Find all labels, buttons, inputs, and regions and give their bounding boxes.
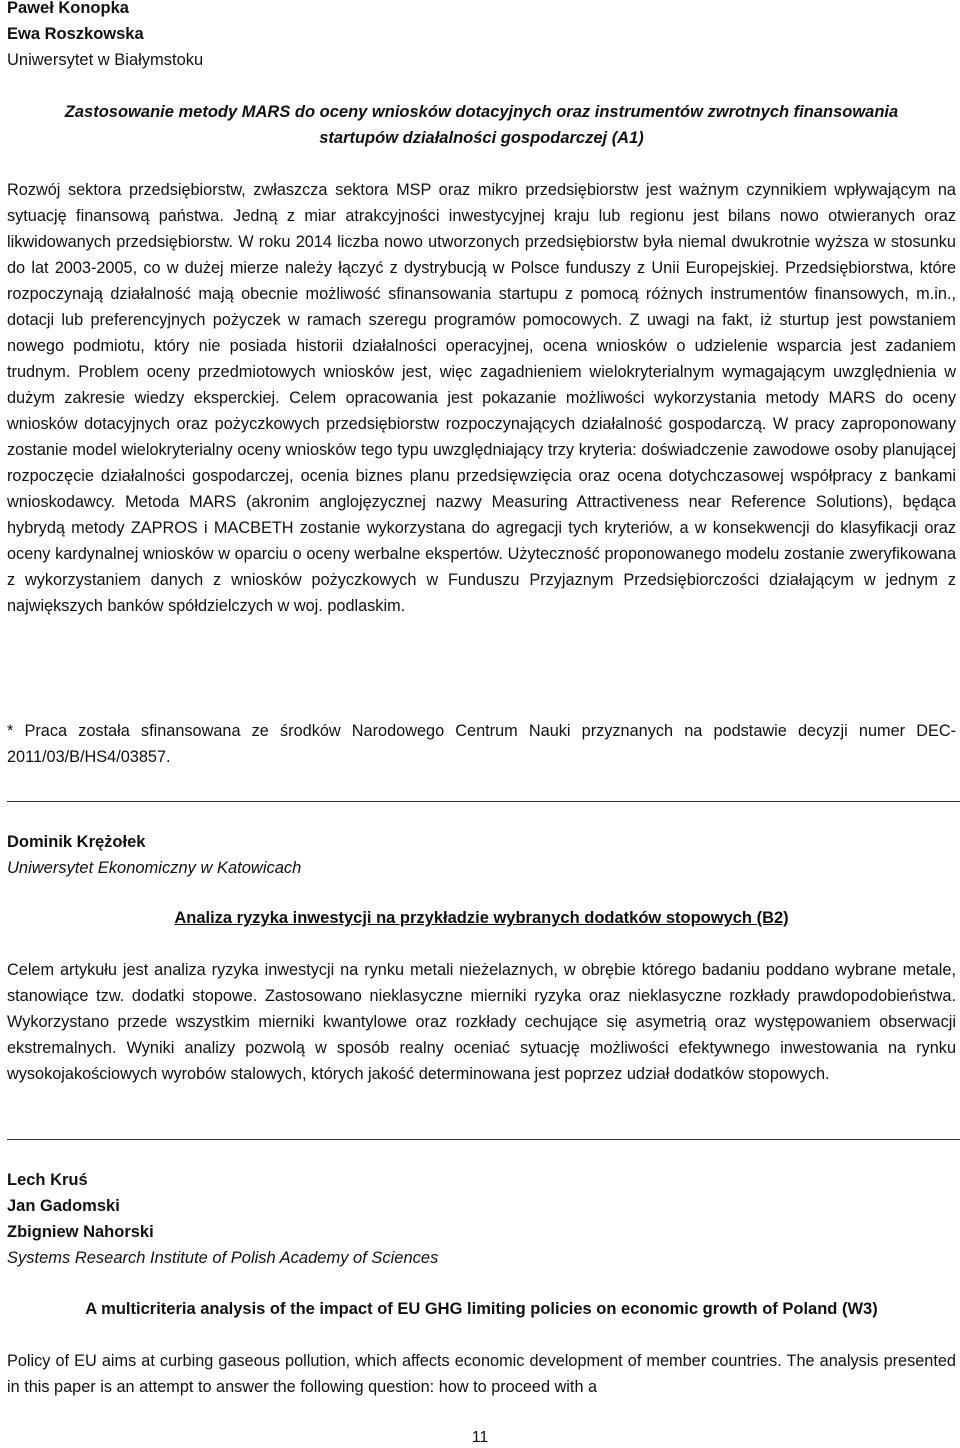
paper-title-a1 xyxy=(7,99,956,151)
author-name: Paweł Konopka xyxy=(7,0,129,17)
author-name: Dominik Krężołek xyxy=(7,833,146,851)
abstract-body-a1 xyxy=(7,177,956,619)
author-name: Zbigniew Nahorski xyxy=(7,1223,154,1241)
abstract-text: Celem artykułu jest analiza ryzyka inwestycji na rynku metali nieżelaznych, w obrębie którego badaniu poddano wybrane metale, stanowiące tzw. dodatki stopowe. Zastosowano nieklasyczne mierniki ryzyka oraz nieklasyczne rozkłady prawdopodobieństwa. Wykorzystano przede wszystkim mierniki kwantylowe oraz rozkłady cechujące się asymetrią oraz występowaniem obserwacji ekstremalnych. Wyniki analizy pozwolą w sposób realny oceniać sytuację możliwości efektywnego inwestowania na rynku wysokojakościowych wyrobów stalowych, których jakość determinowana jest poprzez udział dodatków stopowych. xyxy=(7,961,956,1083)
author-name: Jan Gadomski xyxy=(7,1197,120,1215)
page-number: 11 xyxy=(471,1429,489,1446)
abstract-body-b2 xyxy=(7,957,956,1087)
abstract-text: Policy of EU aims at curbing gaseous pollution, which affects economic development of member countries. The analysis presented in this paper is an attempt to answer the following question: how to proceed with a xyxy=(7,1352,956,1396)
abstract-section-b2 xyxy=(7,829,956,881)
paper-title-line: A multicriteria analysis of the impact of EU GHG limiting policies on economic growth of Poland (W3) xyxy=(85,1300,878,1318)
paper-title-line: Zastosowanie metody MARS do oceny wniosków dotacyjnych oraz instrumentów zwrotnych finansowania xyxy=(64,103,899,121)
section-divider xyxy=(7,1139,960,1140)
abstract-body-w3 xyxy=(7,1348,956,1400)
paper-title-line: startupów działalności gospodarczej (A1) xyxy=(319,129,644,147)
author-affiliation: Uniwersytet Ekonomiczny w Katowicach xyxy=(7,859,302,877)
paper-title-text: Analiza ryzyka inwestycji na przykładzie wybranych dodatków stopowych (B2) xyxy=(174,909,789,927)
abstract-text: Rozwój sektora przedsiębiorstw, zwłaszcza sektora MSP oraz mikro przedsiębiorstw jest ważnym czynnikiem wpływającym na sytuację finansową państwa. Jedną z miar atrakcyjności inwestycyjnej kraju lub regionu jest bilans nowo otwieranych oraz likwidowanych przedsiębiorstw. W roku 2014 liczba nowo utworzonych przedsiębiorstw była niemal dwukrotnie wyższa w stosunku do lat 2003-2005, co w dużej mierze należy łączyć z dystrybucją w Polsce funduszy z Unii Europejskiej. Przedsiębiorstwa, które rozpoczynają działalność mają obecnie możliwość sfinansowania startupu z pomocą różnych instrumentów finansowych, m.in., dotacji lub preferencyjnych pożyczek w ramach szeregu programów pomocowych. Z uwagi na fakt, iż sturtup jest powstaniem nowego podmiotu, który nie posiada historii działalności operacyjnej, ocena wniosków o udzielenie wsparcia jest zadaniem trudnym. Problem oceny przedmiotowych wniosków jest, więc zagadnieniem wielokryterialnym wymagającym uwzględnienia w dużym zakresie wiedzy eksperckiej. Celem opracowania jest pokazanie możliwości wykorzystania metody MARS do oceny wniosków dotacyjnych oraz pożyczkowych przedsiębiorstw rozpoczynających działalność gospodarczą. W pracy zaproponowany zostanie model wielokryterialny oceny wniosków tego typu uwzględniający trzy kryteria: doświadczenie zawodowe osoby planującej rozpoczęcie działalności gospodarczej, ocenia biznes planu przedsięwzięcia oraz ocena dotychczasowej współpracy z bankami wnioskodawcy. Metoda MARS (akronim anglojęzycznej nazwy Measuring Attractiveness near Reference Solutions), będąca hybrydą metody ZAPROS i MACBETH zostanie wykorzystana do agregacji tych kryteriów, a w konsekwencji do klasyfikacji oraz oceny kardynalnej wniosków w oparciu o oceny werbalne ekspertów. Użyteczność proponowanego modelu zostanie zweryfikowana z wykorzystaniem danych z wniosków pożyczkowych w Funduszu Przyjaznym Przedsiębiorczości działającym w jednym z największych banków spółdzielczych w woj. podlaskim. xyxy=(7,181,956,615)
abstract-section-a1 xyxy=(7,0,956,73)
author-name: Lech Kruś xyxy=(7,1171,88,1189)
paper-title-b2 xyxy=(7,905,956,931)
author-affiliation: Systems Research Institute of Polish Academy of Sciences xyxy=(7,1249,439,1267)
section-divider xyxy=(7,801,960,802)
funding-footnote xyxy=(7,718,956,770)
paper-title-w3 xyxy=(7,1296,956,1322)
author-affiliation: Uniwersytet w Białymstoku xyxy=(7,51,204,69)
footnote-text: * Praca została sfinansowana ze środków Narodowego Centrum Nauki przyznanych na podstawie decyzji numer DEC-2011/03/B/HS4/03857. xyxy=(7,722,956,766)
paper-title-line xyxy=(7,905,956,931)
abstract-section-w3 xyxy=(7,1167,956,1271)
author-name: Ewa Roszkowska xyxy=(7,25,144,43)
